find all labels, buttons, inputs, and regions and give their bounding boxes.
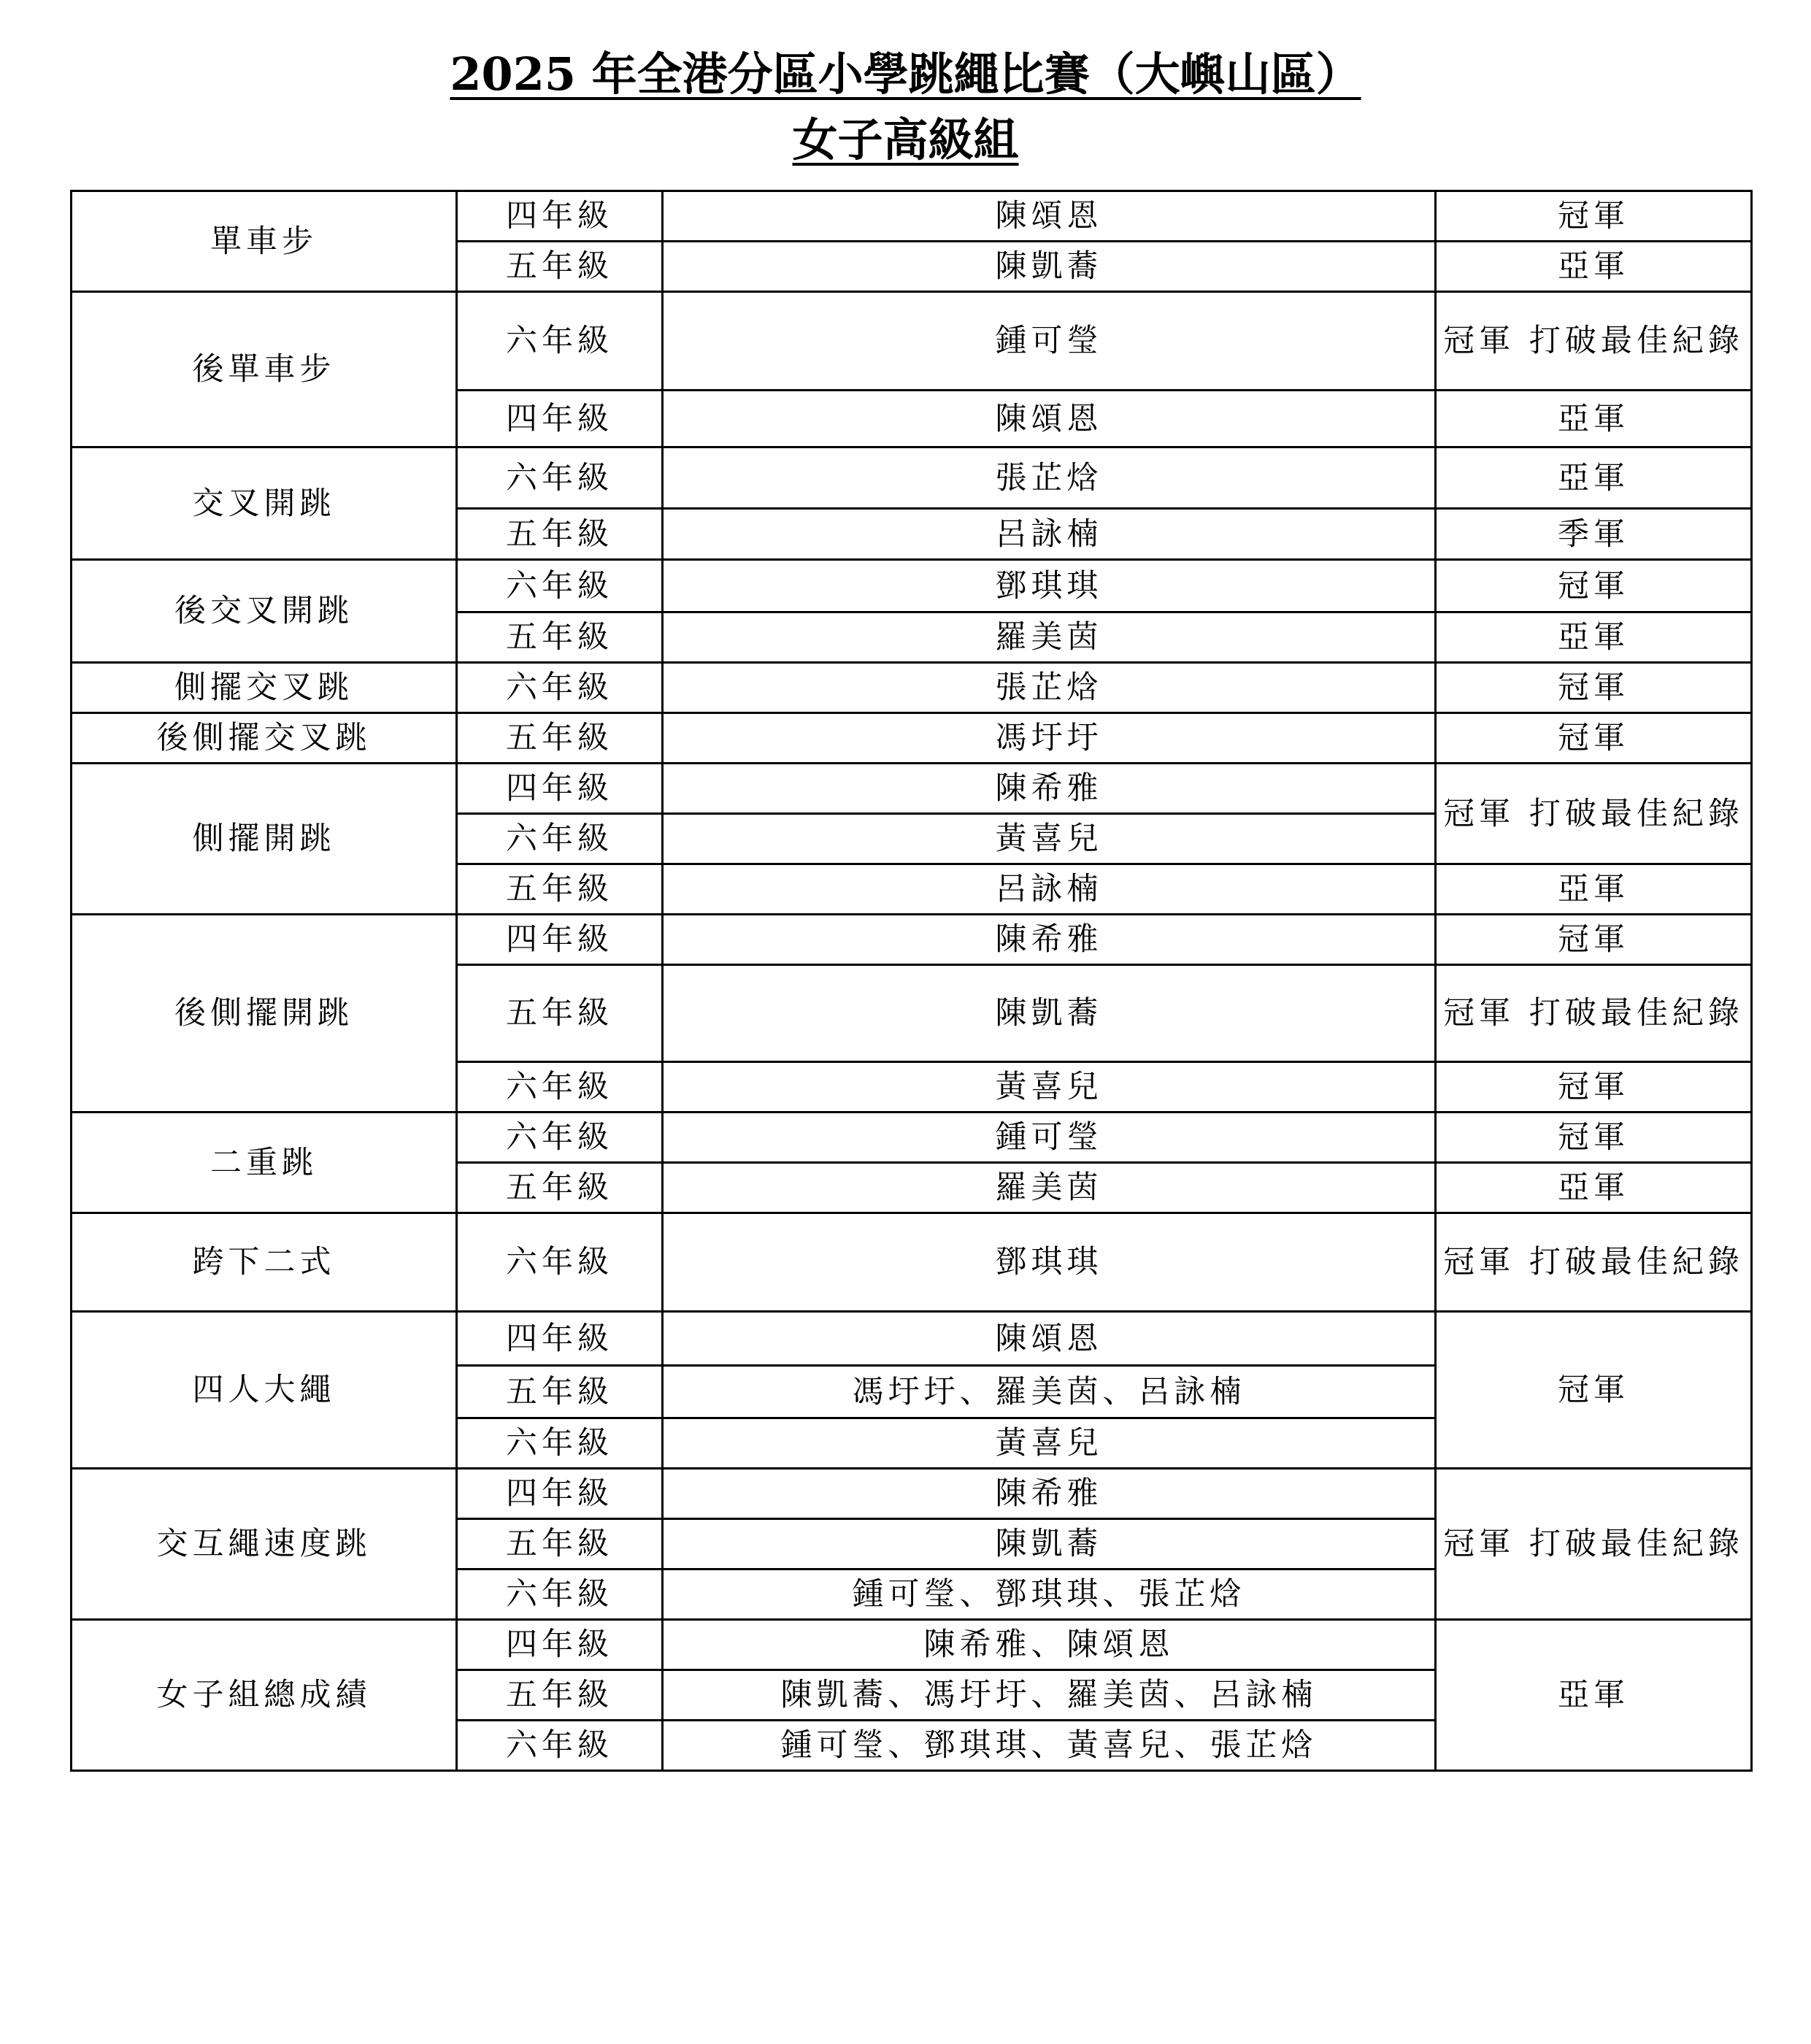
result-cell: 冠軍 — [1436, 663, 1752, 713]
grade-cell: 五年級 — [457, 242, 663, 292]
grade-cell: 五年級 — [457, 965, 663, 1062]
participant-names-cell: 呂詠楠 — [663, 509, 1436, 560]
result-cell: 冠軍 — [1436, 915, 1752, 965]
event-name-cell: 後單車步 — [72, 292, 457, 447]
participant-names-cell: 陳凱蕎、馮圩圩、羅美茵、呂詠楠 — [663, 1670, 1436, 1721]
table-row — [72, 713, 1752, 764]
grade-cell: 四年級 — [457, 391, 663, 447]
participant-names-cell: 張芷焓 — [663, 663, 1436, 713]
grade-cell: 四年級 — [457, 1620, 663, 1670]
table-row — [72, 1312, 1752, 1366]
result-cell: 冠軍 打破最佳紀錄 — [1436, 1213, 1752, 1312]
grade-cell: 六年級 — [457, 663, 663, 713]
event-name-cell: 二重跳 — [72, 1113, 457, 1213]
grade-cell: 五年級 — [457, 864, 663, 915]
document-title-text: 2025 年全港分區小學跳繩比賽（大嶼山區） — [450, 47, 1361, 101]
result-cell: 亞軍 — [1436, 1620, 1752, 1771]
result-cell: 冠軍 — [1436, 1312, 1752, 1469]
results-table — [70, 190, 1753, 1772]
event-name-cell: 側擺交叉跳 — [72, 663, 457, 713]
results-table-body — [72, 191, 1752, 1771]
result-cell: 冠軍 打破最佳紀錄 — [1436, 292, 1752, 391]
table-row — [72, 1620, 1752, 1670]
grade-cell: 五年級 — [457, 1670, 663, 1721]
event-name-cell: 交叉開跳 — [72, 447, 457, 560]
result-cell: 冠軍 — [1436, 1113, 1752, 1163]
result-cell: 亞軍 — [1436, 864, 1752, 915]
grade-cell: 五年級 — [457, 713, 663, 764]
event-name-cell: 跨下二式 — [72, 1213, 457, 1312]
participant-names-cell: 陳頌恩 — [663, 391, 1436, 447]
result-cell: 冠軍 — [1436, 560, 1752, 612]
grade-cell: 五年級 — [457, 1519, 663, 1570]
document-subtitle — [0, 111, 1811, 169]
table-row — [72, 560, 1752, 612]
table-row — [72, 292, 1752, 391]
participant-names-cell: 呂詠楠 — [663, 864, 1436, 915]
grade-cell: 四年級 — [457, 764, 663, 814]
participant-names-cell: 鍾可瑩、鄧琪琪、張芷焓 — [663, 1570, 1436, 1620]
grade-cell: 五年級 — [457, 1163, 663, 1213]
result-cell: 冠軍 — [1436, 713, 1752, 764]
table-row — [72, 1469, 1752, 1519]
table-row — [72, 1113, 1752, 1163]
participant-names-cell: 陳凱蕎 — [663, 242, 1436, 292]
participant-names-cell: 陳希雅 — [663, 1469, 1436, 1519]
participant-names-cell: 黃喜兒 — [663, 814, 1436, 864]
result-cell: 亞軍 — [1436, 242, 1752, 292]
participant-names-cell: 鄧琪琪 — [663, 560, 1436, 612]
participant-names-cell: 陳凱蕎 — [663, 1519, 1436, 1570]
result-cell: 亞軍 — [1436, 391, 1752, 447]
grade-cell: 六年級 — [457, 1570, 663, 1620]
event-name-cell: 單車步 — [72, 191, 457, 292]
result-cell: 亞軍 — [1436, 447, 1752, 509]
document-subtitle-text: 女子高級組 — [792, 113, 1019, 166]
participant-names-cell: 陳希雅 — [663, 915, 1436, 965]
participant-names-cell: 陳頌恩 — [663, 1312, 1436, 1366]
table-row — [72, 764, 1752, 814]
event-name-cell: 後側擺交叉跳 — [72, 713, 457, 764]
participant-names-cell: 陳頌恩 — [663, 191, 1436, 242]
result-cell: 冠軍 打破最佳紀錄 — [1436, 965, 1752, 1062]
result-cell: 冠軍 打破最佳紀錄 — [1436, 764, 1752, 864]
grade-cell: 六年級 — [457, 1062, 663, 1113]
result-cell: 季軍 — [1436, 509, 1752, 560]
participant-names-cell: 鍾可瑩、鄧琪琪、黃喜兒、張芷焓 — [663, 1721, 1436, 1771]
result-cell: 冠軍 — [1436, 191, 1752, 242]
grade-cell: 六年級 — [457, 1113, 663, 1163]
grade-cell: 四年級 — [457, 1469, 663, 1519]
event-name-cell: 側擺開跳 — [72, 764, 457, 915]
participant-names-cell: 鍾可瑩 — [663, 1113, 1436, 1163]
table-row — [72, 447, 1752, 509]
participant-names-cell: 鍾可瑩 — [663, 292, 1436, 391]
grade-cell: 六年級 — [457, 560, 663, 612]
grade-cell: 四年級 — [457, 915, 663, 965]
participant-names-cell: 鄧琪琪 — [663, 1213, 1436, 1312]
participant-names-cell: 陳希雅 — [663, 764, 1436, 814]
participant-names-cell: 羅美茵 — [663, 1163, 1436, 1213]
event-name-cell: 四人大繩 — [72, 1312, 457, 1469]
grade-cell: 五年級 — [457, 509, 663, 560]
grade-cell: 六年級 — [457, 1213, 663, 1312]
participant-names-cell: 黃喜兒 — [663, 1418, 1436, 1469]
table-row — [72, 1213, 1752, 1312]
document-title — [0, 45, 1811, 104]
participant-names-cell: 黃喜兒 — [663, 1062, 1436, 1113]
table-row — [72, 663, 1752, 713]
table-row — [72, 915, 1752, 965]
result-cell: 亞軍 — [1436, 612, 1752, 663]
event-name-cell: 後交叉開跳 — [72, 560, 457, 663]
event-name-cell: 女子組總成績 — [72, 1620, 457, 1771]
grade-cell: 六年級 — [457, 1721, 663, 1771]
result-cell: 亞軍 — [1436, 1163, 1752, 1213]
grade-cell: 六年級 — [457, 292, 663, 391]
participant-names-cell: 張芷焓 — [663, 447, 1436, 509]
grade-cell: 五年級 — [457, 612, 663, 663]
grade-cell: 六年級 — [457, 447, 663, 509]
grade-cell: 四年級 — [457, 1312, 663, 1366]
table-row — [72, 191, 1752, 242]
event-name-cell: 交互繩速度跳 — [72, 1469, 457, 1620]
grade-cell: 四年級 — [457, 191, 663, 242]
grade-cell: 六年級 — [457, 814, 663, 864]
event-name-cell: 後側擺開跳 — [72, 915, 457, 1113]
result-cell: 冠軍 打破最佳紀錄 — [1436, 1469, 1752, 1620]
participant-names-cell: 陳凱蕎 — [663, 965, 1436, 1062]
participant-names-cell: 羅美茵 — [663, 612, 1436, 663]
grade-cell: 五年級 — [457, 1366, 663, 1418]
participant-names-cell: 陳希雅、陳頌恩 — [663, 1620, 1436, 1670]
participant-names-cell: 馮圩圩、羅美茵、呂詠楠 — [663, 1366, 1436, 1418]
participant-names-cell: 馮圩圩 — [663, 713, 1436, 764]
result-cell: 冠軍 — [1436, 1062, 1752, 1113]
grade-cell: 六年級 — [457, 1418, 663, 1469]
